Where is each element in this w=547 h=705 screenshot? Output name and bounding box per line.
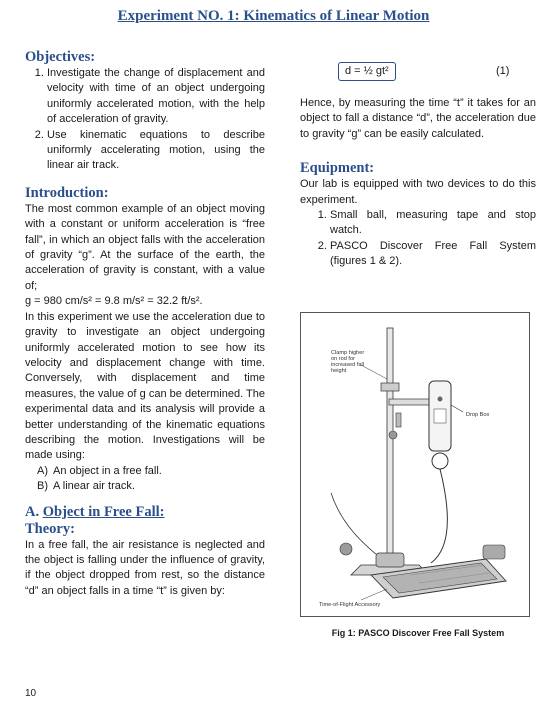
page-number: 10 bbox=[25, 688, 37, 699]
introduction-heading: Introduction: bbox=[25, 184, 109, 201]
objectives-heading: Objectives: bbox=[25, 49, 96, 65]
clamp-label-line: increased fall bbox=[331, 362, 364, 368]
page-title: Experiment NO. 1: Kinematics of Linear Motion bbox=[117, 8, 430, 24]
equipment-heading: Equipment: bbox=[300, 160, 375, 177]
theory-paragraph: In a free fall, the air resistance is neglected and the object is falling under the influence of gravity, if the object dropped from rest, so the distance “d” an object falls in a time “t” is given by: bbox=[25, 538, 265, 597]
right-column bbox=[300, 62, 536, 270]
objectives-list bbox=[25, 66, 265, 174]
objective-item: 1. Investigate the change of displacement and velocity with time of an object undergoing uniformly accelerated motion, with the help of acceleration of gravity. bbox=[47, 66, 265, 128]
list-marker: B) bbox=[37, 480, 48, 493]
clamp-label-line: Clamp higher bbox=[331, 350, 365, 356]
list-marker: A) bbox=[37, 464, 48, 477]
clamp-label-line: height bbox=[331, 368, 347, 374]
left-column bbox=[25, 49, 265, 599]
clamp-label-line: on rod for bbox=[331, 356, 355, 362]
theory-heading: Theory: bbox=[25, 520, 75, 537]
method-item bbox=[37, 464, 265, 479]
equipment-intro: Our lab is equipped with two devices to do this experiment. bbox=[300, 178, 536, 206]
objective-item: 2. Use kinematic equations to describe uniformly accelerating motion, using the linear air track. bbox=[47, 128, 265, 174]
equipment-list bbox=[300, 208, 536, 270]
section-a-heading bbox=[25, 504, 265, 521]
section-a-title: Object in Free Fall: bbox=[42, 503, 165, 520]
figure-frame bbox=[300, 312, 530, 617]
introduction-paragraph-1: The most common example of an object moving with a constant or uniform acceleration is “free fall”, in which an object falls with the acceleration of gravity “g”. At the surface of the earth, the acceleration of gravity is constant, with a value of; bbox=[25, 202, 265, 292]
method-text: A linear air track. bbox=[53, 480, 135, 493]
equation-box: d = ½ gt² bbox=[338, 62, 396, 81]
after-equation-paragraph: Hence, by measuring the time “t” it takes for an object to fall a distance “d”, the acceleration due to gravity “g” can be easily calculated. bbox=[300, 97, 536, 140]
figure-caption: Fig 1: PASCO Discover Free Fall System bbox=[331, 628, 505, 638]
equation-number: (1) bbox=[496, 65, 510, 77]
introduction-paragraph-2: In this experiment we use the acceleration due to gravity to investigate an object undergoing uniformly accelerated motion to see how its velocity and displacement change with time. Conversely, with displacement and time measures, the value of g can be determined. The experimental data and its analysis will provide a better understanding of the kinematic equations describing the motion. Investigations will be made using: bbox=[25, 310, 265, 462]
gravity-value: g = 980 cm/s² = 9.8 m/s² = 32.2 ft/s². bbox=[25, 295, 203, 308]
equipment-item: 1. Small ball, measuring tape and stop watch. bbox=[330, 208, 536, 239]
accessory-label: Time-of-Flight Accessory bbox=[319, 602, 381, 608]
equipment-item: 2. PASCO Discover Free Fall System (figures 1 & 2). bbox=[330, 239, 536, 270]
method-item bbox=[37, 479, 265, 494]
drop-box-label: Drop Box bbox=[466, 412, 490, 418]
method-text: An object in a free fall. bbox=[53, 464, 162, 477]
free-fall-apparatus-illustration bbox=[301, 313, 529, 616]
method-list bbox=[25, 464, 265, 495]
equation-row bbox=[300, 62, 536, 82]
section-a-prefix: A. bbox=[25, 503, 40, 520]
